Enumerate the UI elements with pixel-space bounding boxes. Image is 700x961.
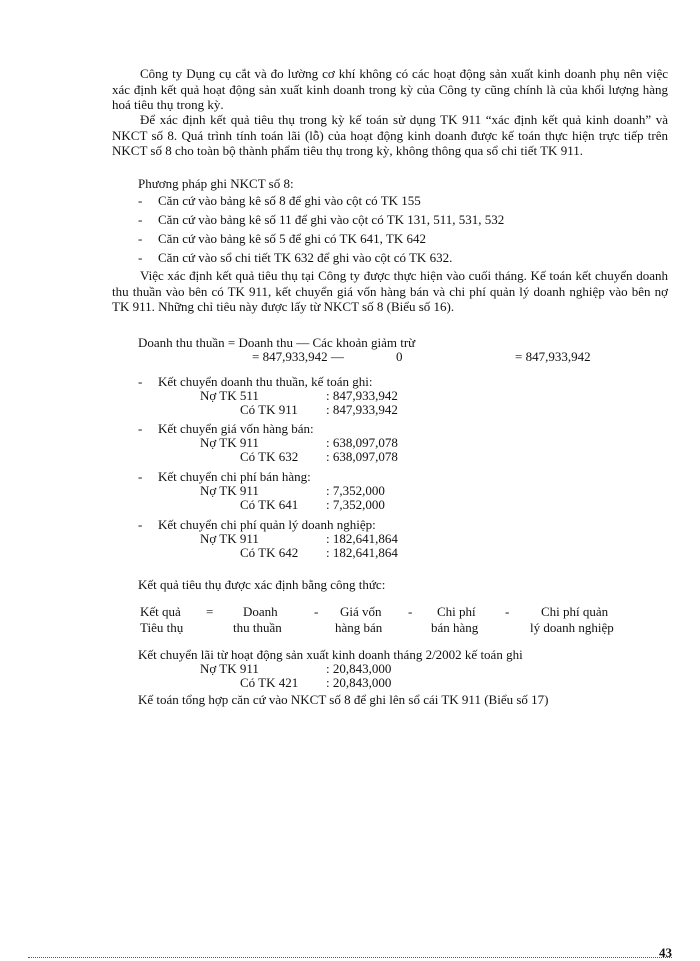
entry-title <box>138 421 314 436</box>
entry-title-text: Kết chuyển chi phí quản lý doanh nghiệp: <box>158 517 376 532</box>
bullet-dash: - <box>138 231 143 246</box>
profit-entry-title: Kết chuyển lãi từ hoạt động sản xuất kinh doanh tháng 2/2002 kế toán ghi <box>138 647 523 662</box>
credit-account: Có TK 911 <box>240 402 298 417</box>
bullet-text: Căn cứ vào bảng kê số 11 để ghi vào cột có TK 131, 511, 531, 532 <box>158 212 505 227</box>
credit-line <box>200 676 391 691</box>
debit-account: Nợ TK 511 <box>200 388 259 403</box>
entry-title-text: Kết chuyển giá vốn hàng bán: <box>158 421 314 436</box>
paragraph-month-end: Việc xác định kết quả tiêu thụ tại Công ty được thực hiện vào cuối tháng. Kế toán kết chuyển doanh thu thuần vào bên có TK 911, kết chuyển giá vốn hàng bán và chi phí quản lý doanh nghiệp vào bên nợ TK 911. Những chỉ tiêu này được lấy từ NKCT số 8 (Biểu số 16). <box>112 268 668 314</box>
debit-account: Nợ TK 911 <box>200 531 259 546</box>
bullet-dash: - <box>138 193 143 208</box>
formula-intro: Kết quả tiêu thụ được xác định bằng công thức: <box>138 577 386 592</box>
net-revenue-formula: Doanh thu thuần = Doanh thu — Các khoản giảm trừ <box>138 335 416 350</box>
formula-term: thu thuần <box>233 620 282 635</box>
debit-amount: : 20,843,000 <box>326 661 392 676</box>
page-number: 43 <box>659 945 672 960</box>
credit-account: Có TK 642 <box>240 545 299 560</box>
footer-divider <box>28 957 672 958</box>
bullet-dash: - <box>138 212 143 227</box>
net-revenue-result: = 847,933,942 <box>515 349 591 364</box>
entry-title-text: Kết chuyển chi phí bán hàng: <box>158 469 311 484</box>
formula-term: lý doanh nghiệp <box>530 620 614 635</box>
bullet-item <box>138 250 452 265</box>
net-revenue-deduction: 0 <box>396 349 403 364</box>
paragraph-tk911: Để xác định kết quả tiêu thụ trong kỳ kế toán sử dụng TK 911 “xác định kết quả kinh doanh” và NKCT số 8. Quá trình tính toán lãi (lỗ) của hoạt động kinh doanh được kế toán thực hiện trực tiếp trên NKCT số 8 cho toàn bộ thành phẩm tiêu thụ trong kỳ, không thông qua sổ chi tiết TK 911. <box>112 112 668 158</box>
method-title: Phương pháp ghi NKCT số 8: <box>138 176 294 191</box>
credit-amount: : 7,352,000 <box>326 497 385 512</box>
formula-term: Kết quả <box>140 604 181 619</box>
bullet-item <box>138 231 426 246</box>
entry-title <box>138 374 372 389</box>
debit-account: Nợ TK 911 <box>200 435 259 450</box>
credit-line <box>200 450 398 465</box>
credit-account: Có TK 632 <box>240 449 299 464</box>
credit-amount: : 638,097,078 <box>326 449 398 464</box>
credit-account: Có TK 421 <box>240 675 299 690</box>
bullet-text: Căn cứ vào bảng kê số 8 để ghi vào cột có TK 155 <box>158 193 421 208</box>
bullet-dash: - <box>138 421 143 436</box>
entry-title-text: Kết chuyển doanh thu thuần, kế toán ghi: <box>158 374 373 389</box>
bullet-text: Căn cứ vào bảng kê số 5 để ghi có TK 641, TK 642 <box>158 231 426 246</box>
formula-term: Doanh <box>243 604 278 619</box>
debit-account: Nợ TK 911 <box>200 661 259 676</box>
entry-title <box>138 517 376 532</box>
credit-amount: : 20,843,000 <box>326 675 392 690</box>
formula-term: bán hàng <box>431 620 479 635</box>
bullet-dash: - <box>138 374 143 389</box>
credit-line <box>200 403 398 418</box>
debit-amount: : 182,641,864 <box>326 531 398 546</box>
formula-operator: = <box>206 604 214 619</box>
formula-term: Giá vốn <box>340 604 382 619</box>
debit-amount: : 847,933,942 <box>326 388 398 403</box>
paragraph-intro: Công ty Dụng cụ cắt và đo lường cơ khí không có các hoạt động sản xuất kinh doanh phụ nên việc xác định kết quả hoạt động sản xuất kinh doanh trong kỳ của Công ty cũng chính là của khối lượng hàng hoá tiêu thụ trong kỳ. <box>112 66 668 112</box>
bullet-dash: - <box>138 250 143 265</box>
formula-term: hàng bán <box>335 620 383 635</box>
debit-amount: : 638,097,078 <box>326 435 398 450</box>
bullet-item <box>138 212 504 227</box>
formula-operator: - <box>408 604 413 619</box>
credit-line <box>200 546 398 561</box>
credit-amount: : 847,933,942 <box>326 402 398 417</box>
net-revenue-value-a: = 847,933,942 — <box>252 349 344 364</box>
bullet-dash: - <box>138 469 143 484</box>
credit-amount: : 182,641,864 <box>326 545 398 560</box>
formula-term: Chi phí quản <box>541 604 609 619</box>
bullet-text: Căn cứ vào sổ chi tiết TK 632 để ghi vào cột có TK 632. <box>158 250 453 265</box>
credit-line <box>200 498 385 513</box>
formula-term: Chi phí <box>437 604 476 619</box>
entry-title <box>138 469 311 484</box>
bullet-dash: - <box>138 517 143 532</box>
formula-operator: - <box>505 604 510 619</box>
closing-sentence: Kế toán tổng hợp căn cứ vào NKCT số 8 để ghi lên sổ cái TK 911 (Biểu số 17) <box>138 692 549 707</box>
formula-term: Tiêu thụ <box>140 620 184 635</box>
credit-account: Có TK 641 <box>240 497 299 512</box>
bullet-item <box>138 193 421 208</box>
formula-operator: - <box>314 604 319 619</box>
debit-amount: : 7,352,000 <box>326 483 385 498</box>
debit-account: Nợ TK 911 <box>200 483 259 498</box>
